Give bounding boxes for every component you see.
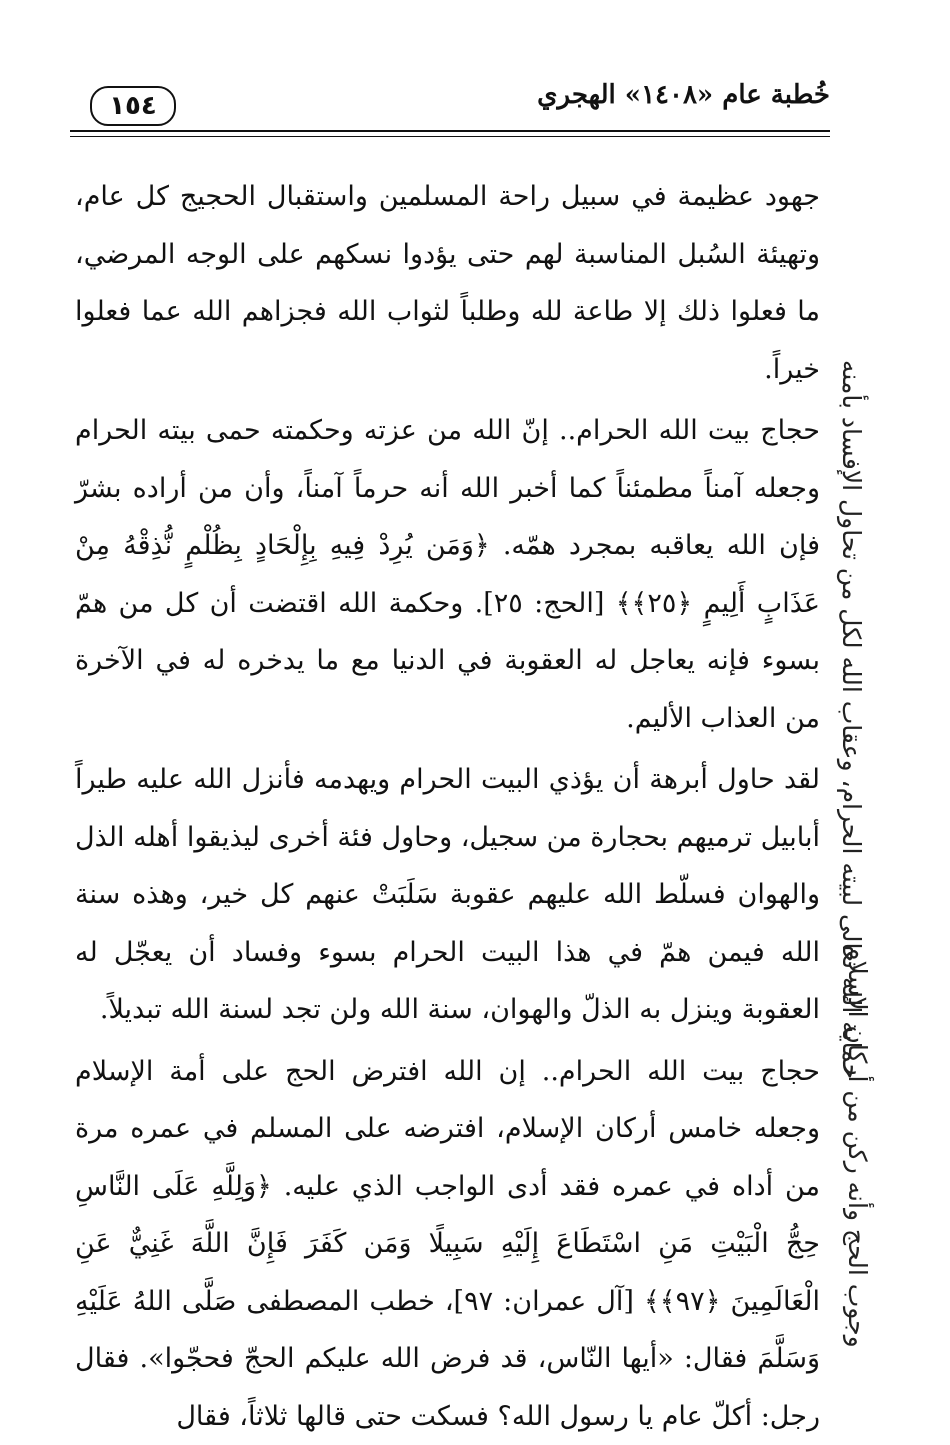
paragraph-3: لقد حاول أبرهة أن يؤذي البيت الحرام ويهدمه فأنزل الله عليه طيراً أبابيل ترميهم بحجارة من سجيل، وحاول فئة أخرى ليذيقوا أهله الذل والهوان فسلّط الله عليهم عقوبة سَلَبَتْ عنهم كل خير، وهذه سنة الله فيمن همّ في هذا البيت الحرام بسوء وفساد أن يعجّل له العقوبة وينزل به الذلّ والهوان، سنة الله ولن تجد لسنة الله تبديلاً. (75, 751, 820, 1039)
margin-note-protection: حماية الله تعالى لبيته الحرام، وعقاب الله لكل من تحاول الإفساد بأمنه (832, 360, 870, 830)
paragraph-1: جهود عظيمة في سبيل راحة المسلمين واستقبال الحجيج كل عام، وتهيئة السُبل المناسبة لهم حتى يؤدوا نسكهم على الوجه المرضي، ما فعلوا ذلك إلا طاعة لله وطلباً لثواب الله فجزاهم الله عما فعلوا خيراً. (75, 168, 820, 398)
margin-note-hajj-obligation: وجوب الحج وأنه ركن من أركان الإسلام (838, 945, 876, 1245)
running-title: خُطبة عام «١٤٠٨» الهجري (537, 80, 830, 110)
paragraph-4: حجاج بيت الله الحرام.. إن الله افترض الحج على أمة الإسلام وجعله خامس أركان الإسلام، افترضه على المسلم في عمره مرة من أداه في عمره فقد أدى الواجب الذي عليه. ﴿وَلِلَّهِ عَلَى النَّاسِ حِجُّ الْبَيْتِ مَنِ اسْتَطَاعَ إِلَيْهِ سَبِيلًا وَمَن كَفَرَ فَإِنَّ اللَّهَ غَنِيٌّ عَنِ الْعَالَمِينَ ﴿٩٧﴾﴾ [آل عمران: ٩٧]، خطب المصطفى صَلَّى اللهُ عَلَيْهِ وَسَلَّمَ فقال: «أيها النّاس، قد فرض الله عليكم الحجّ فحجّوا». فقال رجل: أكلّ عام يا رسول الله؟ فسكت حتى قالها ثلاثاً، فقال (75, 1043, 820, 1445)
main-text (75, 168, 820, 1445)
page-header (70, 72, 830, 132)
header-rule (70, 130, 830, 132)
paragraph-2: حجاج بيت الله الحرام.. إنّ الله من عزته وحكمته حمى بيته الحرام وجعله آمناً مطمئناً كما أخبر الله أنه حرماً آمناً، وأن من أراده بشرّ فإن الله يعاقبه بمجرد همّه. ﴿وَمَن يُرِدْ فِيهِ بِإِلْحَادٍ بِظُلْمٍ نُّذِقْهُ مِنْ عَذَابٍ أَلِيمٍ ﴿٢٥﴾﴾ [الحج: ٢٥]. وحكمة الله اقتضت أن كل من همّ بسوء فإنه يعاجل له العقوبة في الدنيا مع ما يدخره له في الآخرة من العذاب الأليم. (75, 402, 820, 747)
header-rule-thin (70, 136, 830, 137)
page-number: ١٥٤ (90, 86, 176, 126)
